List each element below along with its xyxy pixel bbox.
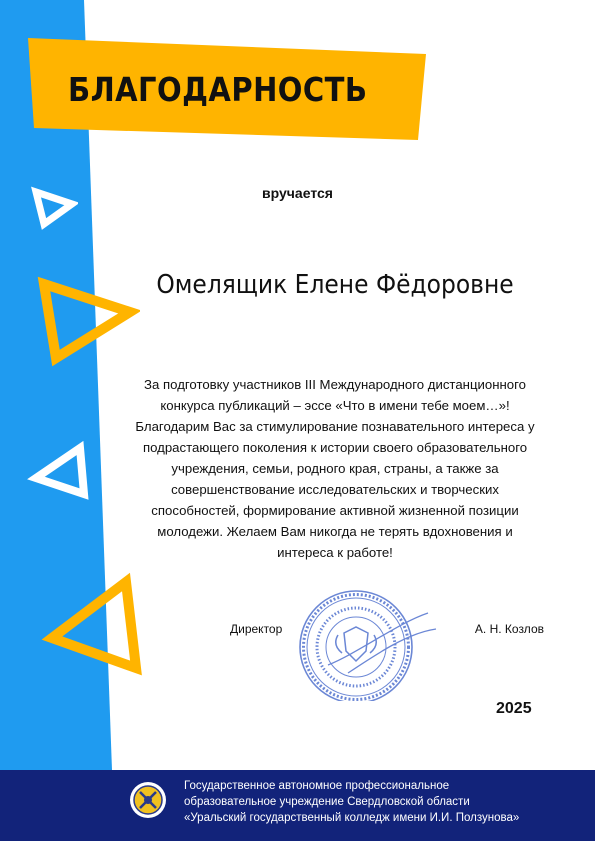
triangle-outline-icon [40,572,148,678]
institution-line-3: «Уральский государственный колледж имени И.И. Ползунова» [184,812,520,824]
signature-row [230,622,550,642]
footer-bar [0,770,595,841]
title-banner [28,36,426,140]
signatory-role: Директор [230,622,283,636]
certificate-title: БЛАГОДАРНОСТЬ [68,70,368,109]
signatory-name: А. Н. Козлов [474,622,544,636]
recipient-name: Омелящик Елене Фёдоровне [156,270,514,300]
institution-line-1: Государственное автономное профессиональное [184,780,450,792]
institution-name [184,778,584,826]
certificate-year: 2025 [496,700,532,717]
college-logo-icon [128,780,168,820]
presented-label: вручается [262,185,333,201]
institution-line-2: образовательное учреждение Свердловской области [184,796,470,808]
triangle-outline-icon [26,440,94,502]
official-seal-icon [288,583,438,701]
certificate-body-text: За подготовку участников III Международного дистанционного конкурса публикаций – эссе «Что в имени тебе моем…»! Благодарим Вас за стимулирование познавательного интереса у подрастающего поколения к истории своего образовательного учреждения, семьи, родного края, страны, а также за совершенствование исследовательских и творческих способностей, формирование активной жизненной позиции молодежи. Желаем Вам никогда не терять вдохновения и интереса к работе! [135,377,535,560]
